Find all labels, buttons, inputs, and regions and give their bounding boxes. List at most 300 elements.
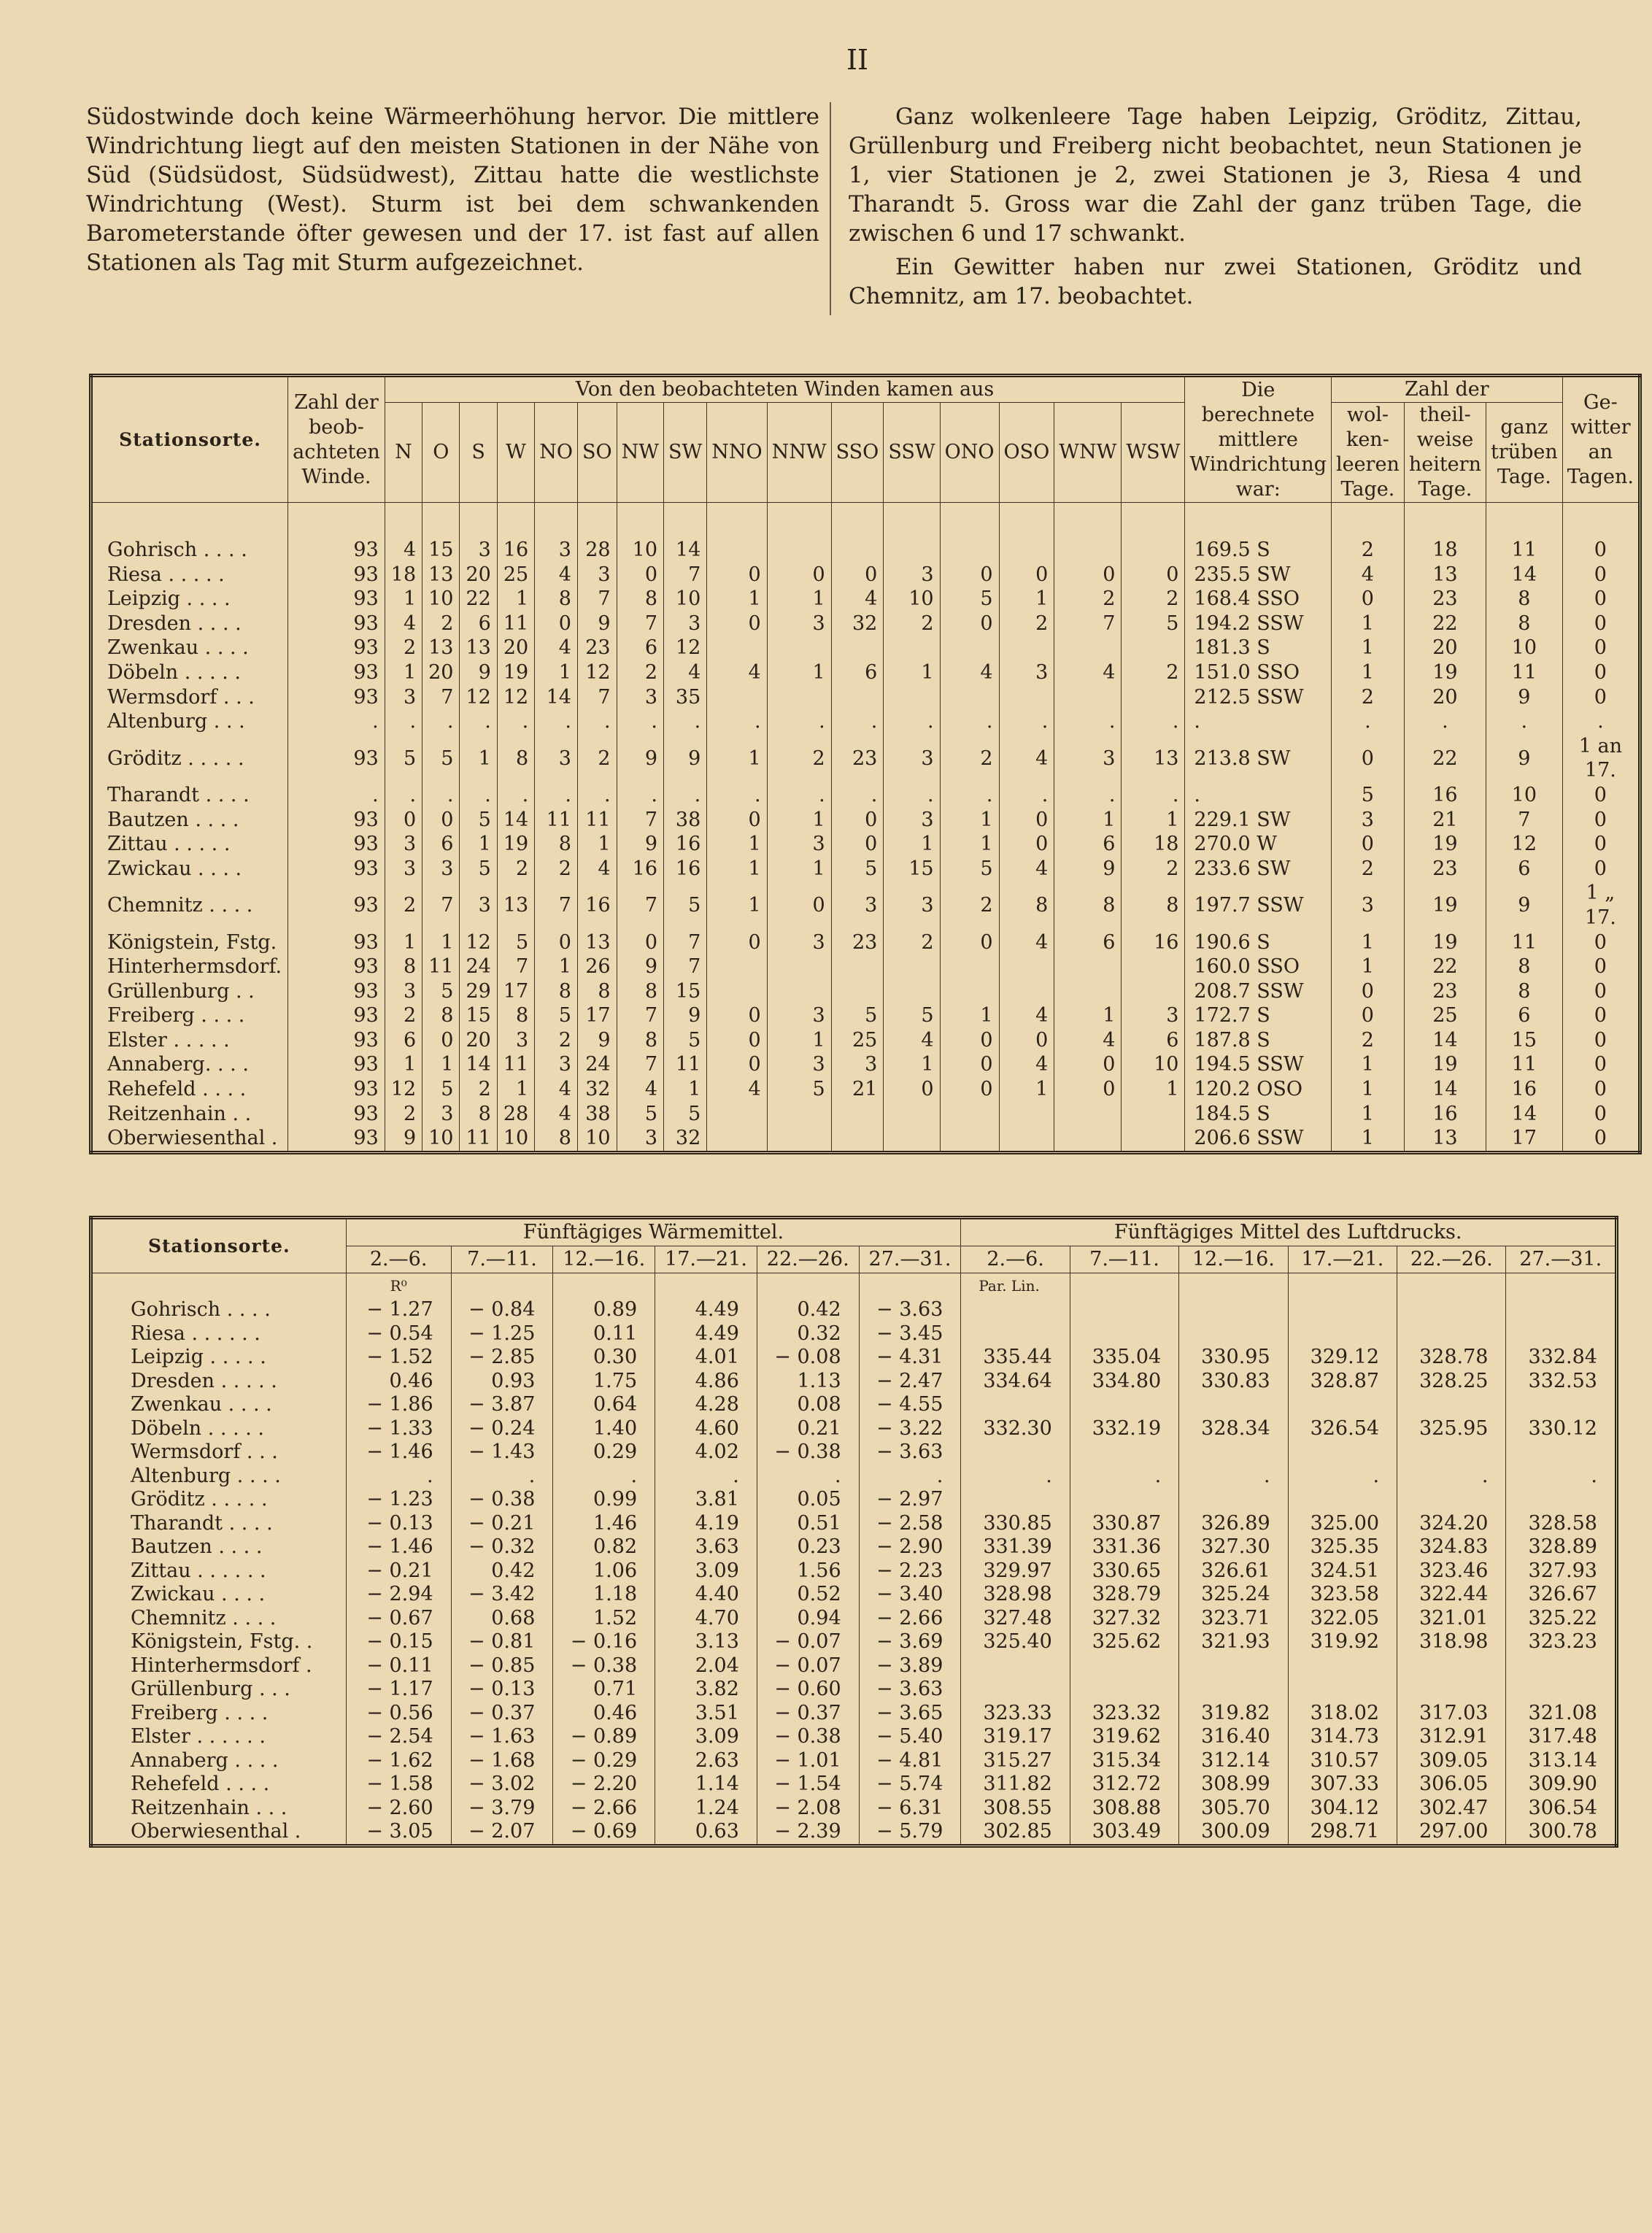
table-cell: 1 <box>1331 1126 1404 1152</box>
table-cell: 17 <box>1486 1126 1562 1152</box>
table-cell: 1 <box>884 1052 940 1077</box>
table-cell: . <box>999 783 1054 808</box>
table-cell: 322.05 <box>1288 1607 1397 1631</box>
table-cell: 1 <box>767 808 831 833</box>
table-cell: . <box>831 709 884 734</box>
table-cell: 6 <box>1054 930 1122 955</box>
table-cell <box>999 979 1054 1004</box>
table-cell <box>1122 979 1185 1004</box>
table-cell <box>961 1393 1070 1417</box>
table-cell: 13 <box>497 881 534 930</box>
table-cell: − 1.86 <box>346 1393 451 1417</box>
table-cell: 29 <box>460 979 497 1004</box>
table-cell: . <box>1070 1465 1178 1489</box>
table-cell: 312.72 <box>1070 1773 1178 1797</box>
table-cell: 0 <box>1331 979 1404 1004</box>
table-cell: 16 <box>1404 1102 1486 1127</box>
table-cell: 317.03 <box>1397 1702 1506 1726</box>
table-cell: 1 <box>940 808 999 833</box>
table-cell: 93 <box>288 1077 385 1102</box>
station-name: Chemnitz . . . . <box>91 881 288 930</box>
table-cell <box>707 979 767 1004</box>
table-cell <box>884 1102 940 1127</box>
table-cell: 329.12 <box>1288 1346 1397 1370</box>
table-cell: − 0.37 <box>757 1702 859 1726</box>
table-cell: 1 <box>1054 1003 1122 1028</box>
table-cell: . <box>1331 709 1404 734</box>
table-row <box>91 1654 1617 1678</box>
table-cell: 5 <box>422 979 460 1004</box>
table-cell: − 1.25 <box>451 1322 553 1346</box>
table-cell <box>831 1102 884 1127</box>
table-cell: 20 <box>1404 685 1486 710</box>
table-row <box>91 808 1640 833</box>
table-cell: − 2.85 <box>451 1346 553 1370</box>
unit-cell-empty <box>1070 1273 1178 1299</box>
table-cell <box>1179 1678 1288 1702</box>
table-cell: 330.12 <box>1506 1417 1617 1441</box>
table-cell: 0.42 <box>757 1298 859 1322</box>
table-cell <box>767 685 831 710</box>
table-cell: 5 <box>460 808 497 833</box>
table-cell: − 0.15 <box>346 1630 451 1654</box>
table-cell: 6 <box>617 636 663 660</box>
table-cell: 32 <box>831 612 884 636</box>
table-cell: 32 <box>664 1126 707 1152</box>
table-cell <box>1054 538 1122 563</box>
table-cell: 323.71 <box>1179 1607 1288 1631</box>
table-cell: 0.51 <box>757 1512 859 1536</box>
table-cell: 0 <box>767 881 831 930</box>
table-cell: − 4.81 <box>859 1749 961 1773</box>
table-cell: 6 <box>385 1028 422 1053</box>
table-cell: 1 <box>940 1003 999 1028</box>
table-cell: 4 <box>617 1077 663 1102</box>
table-cell: 3 <box>577 563 617 587</box>
table-cell: 3 <box>831 881 884 930</box>
table-cell: 6 <box>1122 1028 1185 1053</box>
table-cell <box>1288 1298 1397 1322</box>
table-cell <box>1397 1678 1506 1702</box>
station-name: Grüllenburg . . <box>91 979 288 1004</box>
table-cell: 1 <box>767 1028 831 1053</box>
table-cell: 14 <box>664 538 707 563</box>
spacer-cell <box>940 503 999 539</box>
table-cell: 93 <box>288 612 385 636</box>
table-cell: − 1.58 <box>346 1773 451 1797</box>
table-cell: 313.14 <box>1506 1749 1617 1773</box>
table-cell: 0 <box>535 930 578 955</box>
table-cell: 9 <box>577 1028 617 1053</box>
unit-cell-empty <box>859 1273 961 1299</box>
table-cell <box>1506 1678 1617 1702</box>
table-row <box>91 1607 1617 1631</box>
table-cell: 1 <box>385 587 422 612</box>
table-cell: 0 <box>999 832 1054 857</box>
wind-header-clear: wol-ken-leeren Tage. <box>1331 403 1404 503</box>
table-cell: 93 <box>288 587 385 612</box>
table-cell <box>884 954 940 979</box>
mean-wind-direction: 270.0 W <box>1185 832 1332 857</box>
table-cell: 0 <box>940 1052 999 1077</box>
table-cell: . <box>422 709 460 734</box>
table-cell <box>961 1678 1070 1702</box>
table-cell <box>1288 1678 1397 1702</box>
table-cell: 23 <box>577 636 617 660</box>
table-cell: 4 <box>1331 563 1404 587</box>
table-cell: . <box>767 783 831 808</box>
table-cell: 3 <box>1331 881 1404 930</box>
table-cell: 308.55 <box>961 1797 1070 1821</box>
table-cell: 16 <box>1486 1077 1562 1102</box>
table-cell: 17 <box>497 979 534 1004</box>
table-cell: 11 <box>1486 660 1562 685</box>
table-cell: 312.91 <box>1397 1725 1506 1749</box>
table-cell: 14 <box>460 1052 497 1077</box>
mean-wind-direction: 169.5 S <box>1185 538 1332 563</box>
table-cell: 3.09 <box>655 1725 757 1749</box>
table-cell <box>999 1102 1054 1127</box>
table-cell: 5 <box>884 1003 940 1028</box>
table-cell: − 4.55 <box>859 1393 961 1417</box>
table-row <box>91 832 1640 857</box>
table-row <box>91 783 1640 808</box>
table-cell: − 2.90 <box>859 1535 961 1559</box>
wind-header-winds: Von den beobachteten Winden kamen aus <box>385 376 1185 403</box>
table-cell: 8 <box>1054 881 1122 930</box>
station-name: Freiberg . . . . <box>91 1003 288 1028</box>
table-cell: 93 <box>288 685 385 710</box>
table-cell: 10 <box>1486 636 1562 660</box>
table-cell: 4.49 <box>655 1298 757 1322</box>
table-cell <box>707 538 767 563</box>
table-row <box>91 1052 1640 1077</box>
table-cell: 0 <box>999 808 1054 833</box>
table-cell: . <box>1054 783 1122 808</box>
table-cell: 1 <box>1331 636 1404 660</box>
table-cell: − 3.22 <box>859 1417 961 1441</box>
table-cell: 11 <box>1486 1052 1562 1077</box>
table-cell: − 0.84 <box>451 1298 553 1322</box>
table-cell: . <box>1179 1465 1288 1489</box>
table-cell <box>1070 1488 1178 1512</box>
station-name: Bautzen . . . . <box>91 808 288 833</box>
table-cell: − 0.81 <box>451 1630 553 1654</box>
table-cell: 1 <box>460 832 497 857</box>
station-name: Zwickau . . . . <box>91 1583 347 1607</box>
table-cell <box>1179 1322 1288 1346</box>
table-cell: 0.23 <box>757 1535 859 1559</box>
station-name: Zittau . . . . . <box>91 832 288 857</box>
spacer-cell <box>767 503 831 539</box>
table-cell: 2 <box>422 612 460 636</box>
table-cell: 9 <box>617 954 663 979</box>
table-cell: 19 <box>1404 832 1486 857</box>
table-cell: 322.44 <box>1397 1583 1506 1607</box>
table-cell: 12 <box>385 1077 422 1102</box>
table-row <box>91 587 1640 612</box>
table-cell: 3 <box>999 660 1054 685</box>
station-name: Annaberg . . . . <box>91 1749 347 1773</box>
table-cell: − 1.63 <box>451 1725 553 1749</box>
station-name: Rehefeld . . . . <box>91 1773 347 1797</box>
table-cell: 16 <box>617 857 663 882</box>
table-cell: 10 <box>1122 1052 1185 1077</box>
table-cell: 15 <box>664 979 707 1004</box>
table-cell: 3 <box>767 612 831 636</box>
table-cell: 0 <box>940 1077 999 1102</box>
mean-wind-direction: 187.8 S <box>1185 1028 1332 1053</box>
table-row <box>91 881 1640 930</box>
period-header: 12.—16. <box>1179 1246 1288 1273</box>
table-cell: . <box>1404 709 1486 734</box>
table-cell: 8 <box>1486 954 1562 979</box>
table-cell: 6 <box>422 832 460 857</box>
table-cell <box>884 979 940 1004</box>
table-cell: − 1.01 <box>757 1749 859 1773</box>
table-cell: . <box>460 783 497 808</box>
table-cell: . <box>1506 1465 1617 1489</box>
table-cell: 0 <box>1562 954 1640 979</box>
table-row <box>91 1346 1617 1370</box>
table-row <box>91 1077 1640 1102</box>
table-cell: 300.09 <box>1179 1820 1288 1846</box>
table-cell: . <box>535 783 578 808</box>
table-cell: 327.30 <box>1179 1535 1288 1559</box>
table-cell: − 0.67 <box>346 1607 451 1631</box>
table-cell: 0.08 <box>757 1393 859 1417</box>
table-cell <box>831 636 884 660</box>
table-cell: . <box>940 783 999 808</box>
table-cell <box>1179 1393 1288 1417</box>
table-cell: 325.24 <box>1179 1583 1288 1607</box>
table-row <box>91 1583 1617 1607</box>
table-cell: 0.30 <box>553 1346 655 1370</box>
table-cell: 0 <box>1331 734 1404 783</box>
station-name: Chemnitz . . . . <box>91 1607 347 1631</box>
table-cell: 3 <box>422 857 460 882</box>
table-cell: 5 <box>940 587 999 612</box>
table-cell: 10 <box>1486 783 1562 808</box>
table-cell: 319.62 <box>1070 1725 1178 1749</box>
station-name: Oberwiesenthal . <box>91 1126 288 1152</box>
table-cell: 0 <box>617 930 663 955</box>
table-cell: 10 <box>422 587 460 612</box>
table-cell: 314.73 <box>1288 1725 1397 1749</box>
table-cell: 0 <box>1562 808 1640 833</box>
table-cell: 3.63 <box>655 1535 757 1559</box>
station-name: Reitzenhain . . <box>91 1102 288 1127</box>
table-cell: 0.46 <box>346 1370 451 1394</box>
table-cell: . <box>577 783 617 808</box>
unit-cell-empty <box>451 1273 553 1299</box>
table-cell: 5 <box>460 857 497 882</box>
table-cell: 0.94 <box>757 1607 859 1631</box>
table-cell: 1 <box>1331 930 1404 955</box>
table-cell: − 2.23 <box>859 1559 961 1584</box>
table-cell: − 0.60 <box>757 1678 859 1702</box>
table-cell: 0 <box>707 563 767 587</box>
table-cell: 12 <box>497 685 534 710</box>
table-cell <box>884 636 940 660</box>
mean-wind-direction: 208.7 SSW <box>1185 979 1332 1004</box>
table-cell: 1 <box>999 1077 1054 1102</box>
table-cell: 0.82 <box>553 1535 655 1559</box>
table-cell <box>1397 1322 1506 1346</box>
table-cell <box>831 979 884 1004</box>
table-cell: 0 <box>1562 1102 1640 1127</box>
table-cell <box>999 954 1054 979</box>
station-name: Grüllenburg . . . <box>91 1678 347 1702</box>
table-cell: 8 <box>497 1003 534 1028</box>
table-cell: 0 <box>1054 1077 1122 1102</box>
period-header: 22.—26. <box>1397 1246 1506 1273</box>
table-cell: 11 <box>535 808 578 833</box>
table-cell: 0 <box>1331 587 1404 612</box>
table-cell: 325.95 <box>1397 1417 1506 1441</box>
table-cell: 2 <box>460 1077 497 1102</box>
table-cell <box>940 1102 999 1127</box>
table-cell <box>1397 1298 1506 1322</box>
table-cell: 1 „ 17. <box>1562 881 1640 930</box>
unit-temperature: R⁰ <box>346 1273 451 1299</box>
table-cell: 4 <box>385 612 422 636</box>
table-cell: 10 <box>617 538 663 563</box>
table-cell <box>707 954 767 979</box>
table-cell: . <box>1562 709 1640 734</box>
table-cell: 328.25 <box>1397 1370 1506 1394</box>
intro-right-paragraph-1: Ganz wolkenleere Tage haben Leipzig, Gröditz, Zittau, Grüllenburg und Freiberg nicht beobachtet, neun Stationen je 1, vier Stationen je 2, zwei Stationen je 3, Riesa 4 und Tharandt 5. Gross war die Zahl der ganz trüben Tage, die zwischen 6 und 17 schwankt. <box>849 104 1582 247</box>
table-row <box>91 1003 1640 1028</box>
table-cell: 330.83 <box>1179 1370 1288 1394</box>
table-cell: 328.58 <box>1506 1512 1617 1536</box>
table-cell: 5 <box>497 930 534 955</box>
table-cell: − 2.39 <box>757 1820 859 1846</box>
table-cell: 0.71 <box>553 1678 655 1702</box>
table-cell: 35 <box>664 685 707 710</box>
table-cell: 3 <box>884 808 940 833</box>
station-name: Altenburg . . . <box>91 709 288 734</box>
table-row <box>91 1393 1617 1417</box>
table-cell: 3 <box>1054 734 1122 783</box>
table-row <box>91 563 1640 587</box>
table-cell: 2 <box>1331 538 1404 563</box>
spacer-cell <box>1404 503 1486 539</box>
wind-direction-header: NW <box>617 403 663 503</box>
table-cell: 335.04 <box>1070 1346 1178 1370</box>
mean-wind-direction: 212.5 SSW <box>1185 685 1332 710</box>
table-cell: 0 <box>422 808 460 833</box>
table-cell: 5 <box>617 1102 663 1127</box>
table-cell: 3.81 <box>655 1488 757 1512</box>
table-cell: 7 <box>577 685 617 710</box>
table-cell: 9 <box>617 734 663 783</box>
table-cell <box>1397 1441 1506 1465</box>
table-cell: . <box>1288 1465 1397 1489</box>
unit-cell-empty <box>1506 1273 1617 1299</box>
table-cell <box>1397 1654 1506 1678</box>
table-cell: − 2.08 <box>757 1797 859 1821</box>
table-cell: 2 <box>884 612 940 636</box>
wind-direction-header: O <box>422 403 460 503</box>
table-cell: 5 <box>664 881 707 930</box>
table-cell: 11 <box>664 1052 707 1077</box>
table-cell <box>1054 1102 1122 1127</box>
intro-right-paragraph-2: Ein Gewitter haben nur zwei Stationen, Gröditz und Chemnitz, am 17. beobachtet. <box>849 254 1582 309</box>
wind-direction-header: N <box>385 403 422 503</box>
table-cell: 0 <box>1562 1126 1640 1152</box>
table-cell: − 1.33 <box>346 1417 451 1441</box>
mean-wind-direction: 120.2 OSO <box>1185 1077 1332 1102</box>
spacer-cell <box>1486 503 1562 539</box>
table-cell: 328.87 <box>1288 1370 1397 1394</box>
table-cell: 326.54 <box>1288 1417 1397 1441</box>
wind-header-count: Zahl der beob-achteten Winde. <box>288 376 385 503</box>
table-cell: − 3.40 <box>859 1583 961 1607</box>
table-cell: 11 <box>577 808 617 833</box>
table-cell: 3 <box>767 832 831 857</box>
table-cell: 7 <box>617 808 663 833</box>
table-row <box>91 636 1640 660</box>
table-cell <box>884 685 940 710</box>
table-cell: 8 <box>535 1126 578 1152</box>
table-cell: 13 <box>460 636 497 660</box>
period-header: 12.—16. <box>553 1246 655 1273</box>
table-row <box>91 1370 1617 1394</box>
mean-wind-direction: 168.4 SSO <box>1185 587 1332 612</box>
mean-wind-direction: 197.7 SSW <box>1185 881 1332 930</box>
table-cell: − 2.66 <box>553 1797 655 1821</box>
spacer-cell <box>884 503 940 539</box>
table-cell: 15 <box>422 538 460 563</box>
spacer-cell <box>1331 503 1404 539</box>
table-cell: 307.33 <box>1288 1773 1397 1797</box>
table-cell: 327.48 <box>961 1607 1070 1631</box>
table-cell: 93 <box>288 563 385 587</box>
wind-direction-header: WNW <box>1054 403 1122 503</box>
table-cell: 3 <box>1122 1003 1185 1028</box>
period-header: 27.—31. <box>1506 1246 1617 1273</box>
table-cell: − 0.07 <box>757 1630 859 1654</box>
table-cell: 1 an 17. <box>1562 734 1640 783</box>
table-cell: 9 <box>617 832 663 857</box>
table-cell <box>1506 1488 1617 1512</box>
table-cell: . <box>664 709 707 734</box>
table-cell: 0 <box>831 832 884 857</box>
temperature-pressure-table <box>89 1216 1618 1848</box>
period-header: 2.—6. <box>346 1246 451 1273</box>
temp-header-pressure: Fünftägiges Mittel des Luftdrucks. <box>961 1218 1617 1246</box>
table-cell: − 5.74 <box>859 1773 961 1797</box>
table-cell: . <box>460 709 497 734</box>
table-cell: . <box>767 709 831 734</box>
table-cell: 4 <box>940 660 999 685</box>
table-cell: 3 <box>385 979 422 1004</box>
table-cell: − 1.43 <box>451 1441 553 1465</box>
table-cell: 310.57 <box>1288 1749 1397 1773</box>
table-cell: 8 <box>577 979 617 1004</box>
table-cell: 325.40 <box>961 1630 1070 1654</box>
table-cell: 1.18 <box>553 1583 655 1607</box>
table-cell: 1 <box>497 1077 534 1102</box>
table-cell <box>1054 954 1122 979</box>
wind-header-thunder: Ge-witter an Tagen. <box>1562 376 1640 503</box>
table-cell: 0 <box>707 612 767 636</box>
table-cell: − 2.07 <box>451 1820 553 1846</box>
table-cell: − 4.31 <box>859 1346 961 1370</box>
table-cell: − 0.24 <box>451 1417 553 1441</box>
table-cell: 93 <box>288 1126 385 1152</box>
